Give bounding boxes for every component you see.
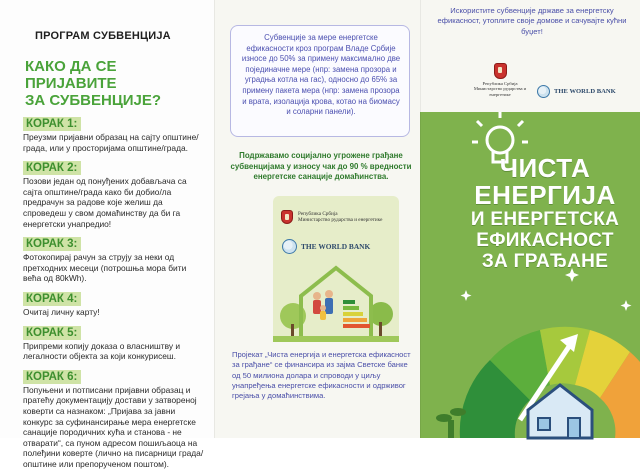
- step-2: [23, 158, 204, 229]
- right-panel: [420, 0, 640, 438]
- step-label: КОРАК 5:: [23, 326, 81, 340]
- world-bank-label: THE WORLD BANK: [301, 242, 371, 251]
- sparkle-icons: [461, 268, 632, 311]
- step-text: Очитај личну карту!: [23, 306, 100, 317]
- partner-card: [273, 196, 399, 342]
- family-house-illustration: [273, 196, 399, 342]
- ministry-name-right: Министарство рударства и енергетике: [473, 86, 527, 97]
- fold-line-1: [214, 0, 215, 438]
- step-text: Преузми пријавни образац на сајту општине/града, или у просторијама општине/града.: [23, 132, 199, 153]
- social-support-text: Подржавамо социјално угрожене грађане субвенцијама у износу чак до 90 % вредности енергетске санације домаћинства.: [230, 151, 412, 182]
- left-panel: [0, 0, 214, 469]
- middle-panel: [214, 0, 420, 438]
- step-label: КОРАК 4:: [23, 292, 81, 306]
- how-to-apply-heading: [25, 58, 204, 109]
- title-line-3: И ЕНЕРГЕТСКА: [470, 209, 620, 230]
- ministry-country: Република Србија: [298, 210, 338, 217]
- subsidy-info-box: [230, 25, 410, 137]
- step-label: КОРАК 1:: [23, 117, 81, 131]
- ministry-country-right: Република Србија: [482, 81, 518, 86]
- step-label: КОРАК 2:: [23, 161, 81, 175]
- step-text: Позови један од понуђених добављача са сајта општине/града како би добио/ла предрачун за радове које желиш да спроведеш у свом домаћинству да би га енергетски унапредио!: [23, 176, 187, 229]
- project-description: Пројекат „Чиста енергија и енергетска ефикасност за грађане“ се финансира из зајма Светске банке од 50 милиона долара и спроводи у циљу унапређења енергетске ефикасности и одрживог грејања у домаћинствима.: [232, 350, 411, 401]
- world-bank-label-right: THE WORLD BANK: [554, 88, 616, 95]
- step-5: [23, 323, 204, 362]
- step-text: Попуњени и потписани пријавни образац и пратећу документацију достави у затвореној коверти са назнаком: „Пријава за јавни конкурс за суфинансирање мера енергетске санације породичних кућа и станова - не отварати“, са пуном адресом пошиљаоца на полеђини коверте (лично на писарници града/општине или препорученом поштом).: [23, 384, 204, 469]
- program-title: ПРОГРАМ СУБВЕНЦИЈА: [35, 30, 171, 42]
- title-line-2: ЕНЕРГИЈА: [474, 180, 616, 210]
- title-line-4: ЕФИКАСНОСТ: [476, 230, 614, 251]
- step-text: Фотокопирај рачун за струју за неки од претходних месеци (потрошња мора бити већа од 80kWh).: [23, 252, 187, 284]
- use-subsidies-text: Искористите субвенције државе за енергетску ефикасност, утоплите своје домове и сачувајте кућни буџет!: [437, 6, 627, 36]
- step-label: КОРАК 3:: [23, 237, 81, 251]
- heading-line-2: ЗА СУБВЕНЦИЈЕ?: [25, 92, 162, 109]
- step-6: [23, 367, 204, 469]
- step-3: [23, 234, 204, 284]
- fold-line-2: [420, 0, 421, 438]
- title-line-5: ЗА ГРАЂАНЕ: [481, 251, 609, 272]
- step-label: КОРАК 6:: [23, 370, 81, 384]
- title-line-1: ЧИСТА: [499, 153, 591, 183]
- step-4: [23, 289, 204, 318]
- main-title: [460, 155, 630, 272]
- heading-line-1: КАКО ДА СЕ ПРИЈАВИТЕ: [25, 58, 117, 92]
- subsidy-info-text: Субвенције за мере енергетске ефикасности кроз програм Владе Србије износе до 50% за примену максимално две појединачне мере (нпр: замена прозора и уградња котла на гас), односно до 65% за примену пакета мера (нпр: замена прозора и врата, изолација крова, котао на биомасу и соларни панели).: [241, 33, 401, 117]
- step-1: [23, 114, 204, 153]
- step-text: Припреми копију доказа о власништву и легалности објекта за који конкурисеш.: [23, 340, 181, 362]
- ministry-name: Министарство рударства и енергетике: [298, 217, 383, 223]
